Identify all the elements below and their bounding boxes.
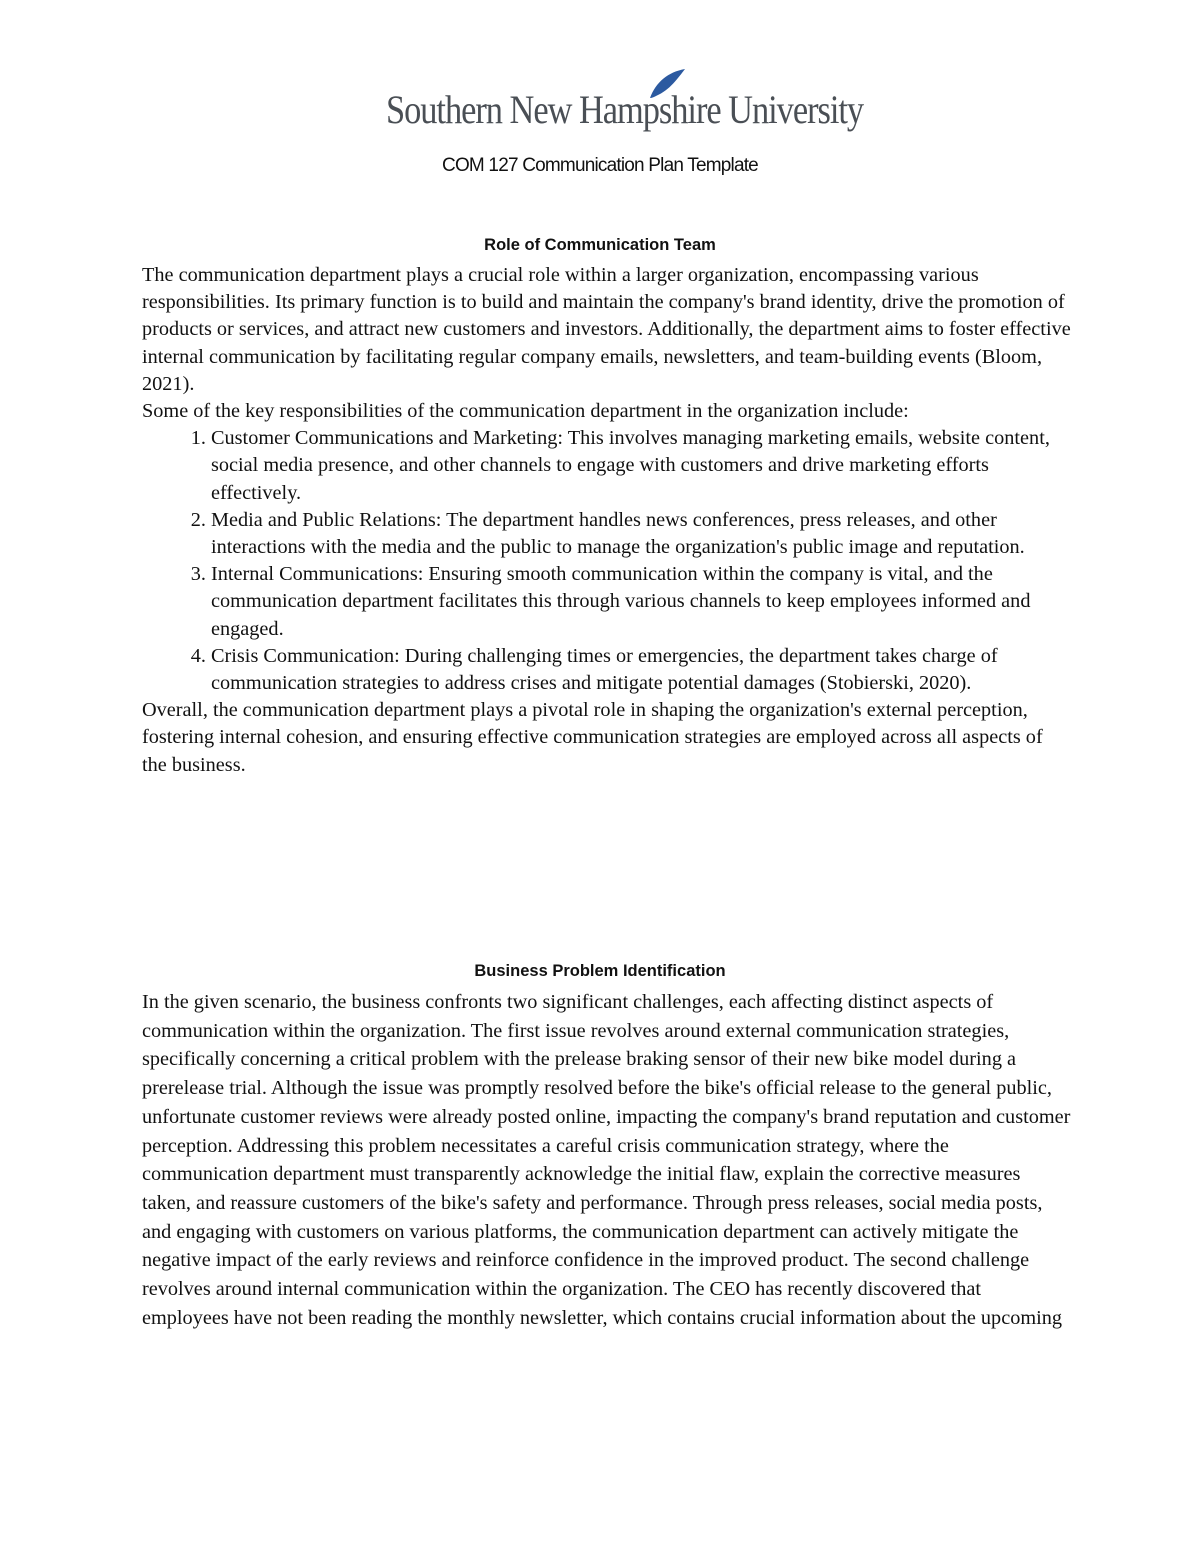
role-lead-sentence: Some of the key responsibilities of the communication department in the organization include: (142, 400, 909, 423)
section-heading-role: Role of Communication Team (484, 236, 716, 254)
list-item: 4. Crisis Communication: During challenging times or emergencies, the department takes charge of communication strategies to address crises and mitigate potential damages (Stobierski, 2020). (211, 643, 1072, 697)
section-heading-problem: Business Problem Identification (474, 962, 726, 980)
section-problem-body (142, 988, 1072, 1332)
list-item: 2. Media and Public Relations: The department handles news conferences, press releases, and other interactions with the media and the public to manage the organization's public image and reputation. (211, 507, 1072, 561)
university-logo (386, 68, 864, 138)
document-title: COM 127 Communication Plan Template (442, 155, 758, 176)
responsibilities-list (142, 425, 1072, 697)
university-name: Southern New Hampshire University (386, 87, 864, 132)
role-conclusion-paragraph: Overall, the communication department plays a pivotal role in shaping the organization's external perception, fostering internal cohesion, and ensuring effective communication strategies are employed across all aspects of the business. (142, 699, 1043, 776)
list-item: 3. Internal Communications: Ensuring smooth communication within the company is vital, and the communication department facilitates this through various channels to keep employees informed and engaged. (211, 561, 1072, 643)
problem-paragraph: In the given scenario, the business confronts two significant challenges, each affecting distinct aspects of communication within the organization. The first issue revolves around external communication strategies, specifically concerning a critical problem with the prelease braking sensor of their new bike model during a prerelease trial. Although the issue was promptly resolved before the bike's official release to the general public, unfortunate customer reviews were already posted online, impacting the company's brand reputation and customer perception. Addressing this problem necessitates a careful crisis communication strategy, where the communication department must transparently acknowledge the initial flaw, explain the corrective measures taken, and reassure customers of the bike's safety and performance. Through press releases, social media posts, and engaging with customers on various platforms, the communication department can actively mitigate the negative impact of the early reviews and reinforce confidence in the improved product. The second challenge revolves around internal communication within the organization. The CEO has recently discovered that employees have not been reading the monthly newsletter, which contains crucial information about the upcoming (142, 991, 1071, 1329)
section-role-body (142, 262, 1072, 779)
list-item: 1. Customer Communications and Marketing: This involves managing marketing emails, website content, social media presence, and other channels to engage with customers and drive marketing efforts effectively. (211, 425, 1072, 507)
role-intro-paragraph: The communication department plays a crucial role within a larger organization, encompassing various responsibilities. Its primary function is to build and maintain the company's brand identity, drive the promotion of products or services, and attract new customers and investors. Additionally, the department aims to foster effective internal communication by facilitating regular company emails, newsletters, and team-building events (Bloom, 2021). (142, 264, 1071, 395)
